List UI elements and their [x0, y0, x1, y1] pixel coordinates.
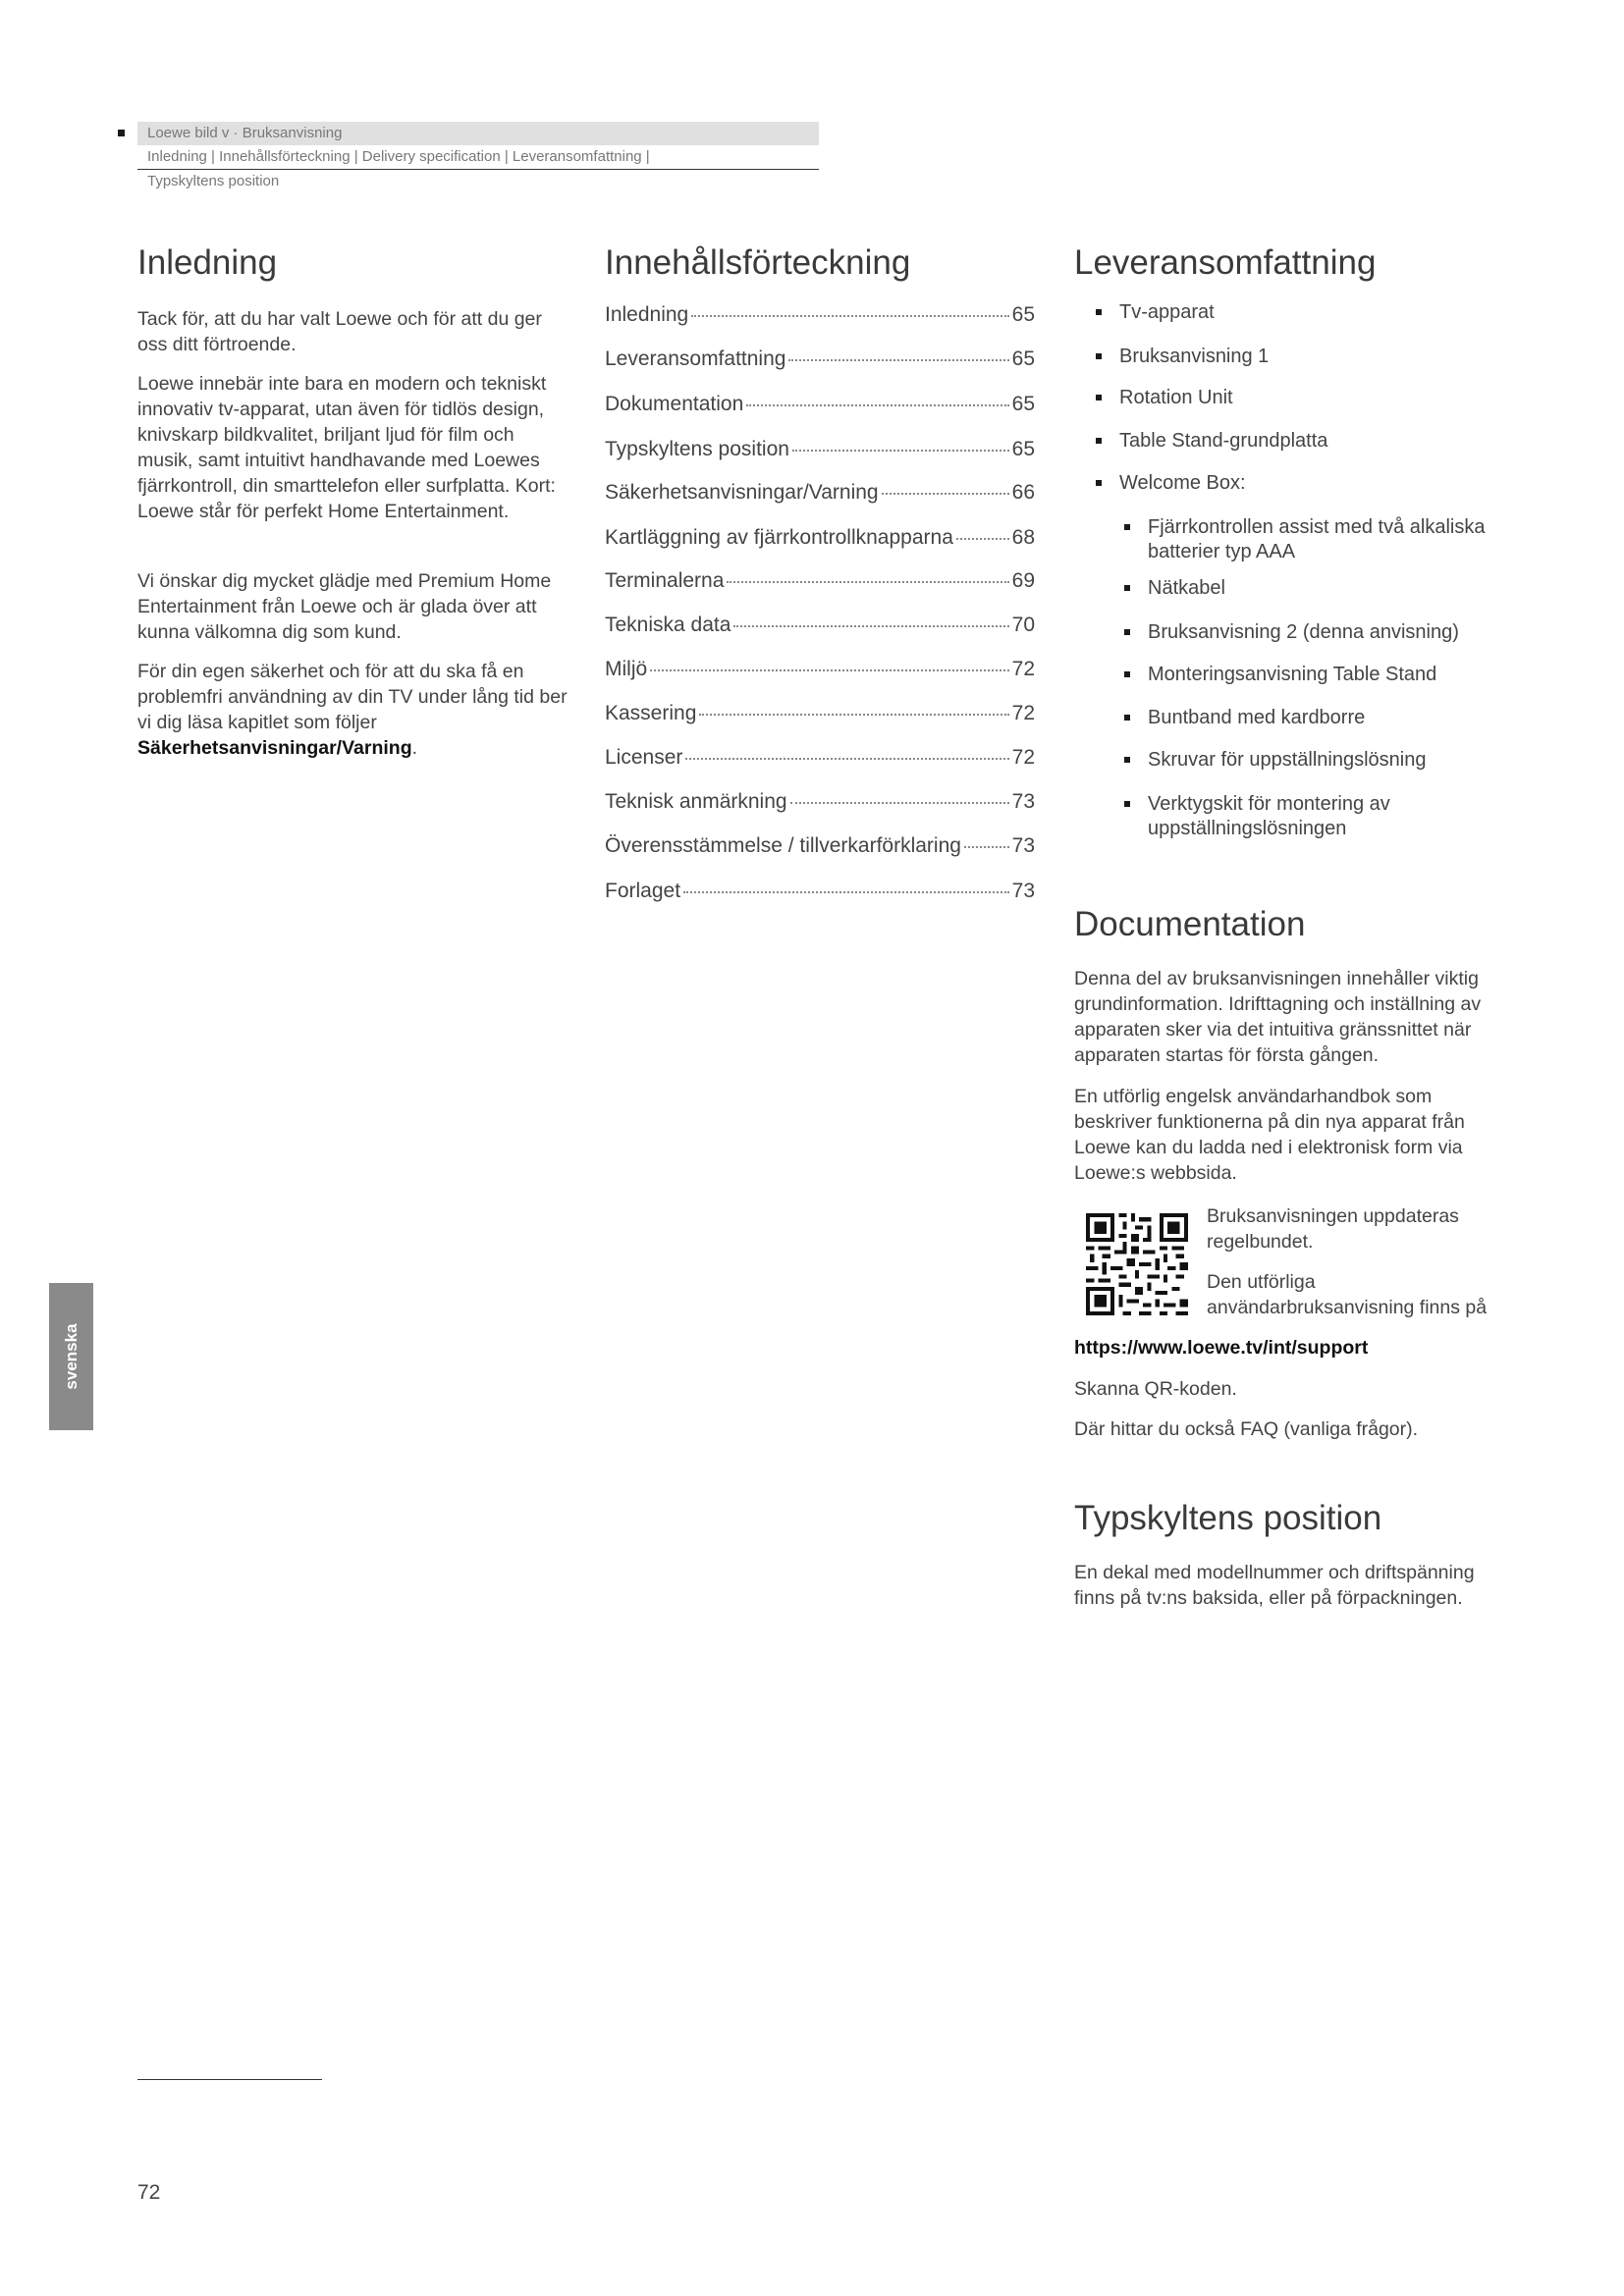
breadcrumb-sub[interactable]: Typskyltens position [147, 173, 280, 189]
header-rule [137, 169, 819, 170]
sub-list-item: Nätkabel [1148, 576, 1531, 601]
list-item: Table Stand-grundplatta [1119, 429, 1512, 454]
sub-list-item: Skruvar för uppställningslösning [1148, 748, 1531, 773]
inledning-p1: Tack för, att du har valt Loewe och för att du ger oss ditt förtroende. [137, 308, 542, 355]
toc-entry-terminalerna[interactable]: Terminalerna 69 [605, 569, 1035, 592]
safety-link[interactable]: Säkerhetsanvisningar/Varning [137, 737, 412, 759]
sub-list-item: Buntband med kardborre [1148, 706, 1531, 730]
inledning-p2: Loewe innebär inte bara en modern och tekniskt innovativ tv-apparat, utan även för tidlös design, knivskarp bildkvalitet, briljant ljud för film och musik, samt intuitivt handhavande med Loewes fjärrkontroll, din smarttelefon eller surfplatta. Kort: Loewe står för perfekt Home Entertainment. [137, 373, 556, 522]
toc-heading: Innehållsförteckning [605, 243, 911, 282]
sub-list-item: Fjärrkontrollen assist med två alkaliska batterier typ AAA [1148, 515, 1531, 564]
scan-text: Skanna QR-koden. [1074, 1378, 1237, 1400]
inledning-heading: Inledning [137, 243, 278, 282]
toc-entry-sakerhet[interactable]: Säkerhetsanvisningar/Varning 66 [605, 481, 1035, 504]
sub-list-item: Verktygskit för montering av uppställningslösningen [1148, 792, 1482, 841]
sub-list-item: Bruksanvisning 2 (denna anvisning) [1148, 620, 1531, 645]
header-bullet [118, 130, 125, 136]
faq-text: Där hittar du också FAQ (vanliga frågor). [1074, 1418, 1419, 1440]
toc-entry-kassering[interactable]: Kassering 72 [605, 702, 1035, 724]
language-tab-label: svenska [61, 1323, 81, 1390]
documentation-heading: Documentation [1074, 905, 1306, 943]
toc-entry-licenser[interactable]: Licenser 72 [605, 746, 1035, 769]
qr-text-2: Den utförliga användarbruksanvisning finns på [1207, 1271, 1488, 1318]
toc-entry-tekniska-data[interactable]: Tekniska data 70 [605, 614, 1035, 636]
documentation-p2: En utförlig engelsk användarhandbok som beskriver funktionerna på din nya apparat från Loewe kan du ladda ned i elektronisk form via Loewe:s webbsida. [1074, 1086, 1465, 1184]
footnote-rule [137, 2079, 322, 2080]
breadcrumb[interactable]: Inledning | Innehållsförteckning | Delivery specification | Leveransomfattning | [147, 148, 650, 165]
inledning-p3: Vi önskar dig mycket glädje med Premium Home Entertainment från Loewe och är glada över att kunna välkomna dig som kund. [137, 570, 552, 643]
typskylt-p1: En dekal med modellnummer och driftspänning finns på tv:ns baksida, eller på förpackningen. [1074, 1562, 1475, 1609]
list-item: Rotation Unit [1119, 386, 1512, 410]
toc-entry-typskylt[interactable]: Typskyltens position 65 [605, 438, 1035, 460]
header-title: Loewe bild v · Bruksanvisning [147, 125, 343, 141]
list-item: Welcome Box: [1119, 471, 1512, 496]
toc-entry-miljo[interactable]: Miljö 72 [605, 658, 1035, 680]
page-number: 72 [137, 2181, 161, 2204]
support-link[interactable]: https://www.loewe.tv/int/support [1074, 1337, 1369, 1359]
typskylt-heading: Typskyltens position [1074, 1499, 1382, 1537]
leverans-heading: Leveransomfattning [1074, 243, 1377, 282]
list-item: Bruksanvisning 1 [1119, 345, 1512, 369]
language-tab[interactable] [49, 1283, 93, 1430]
sub-list-item: Monteringsanvisning Table Stand [1148, 663, 1531, 687]
inledning-p4: För din egen säkerhet och för att du ska få en problemfri användning av din TV under lång tid ber vi dig läsa kapitlet som följer Säkerhetsanvisningar/Varning. [137, 661, 568, 759]
toc-entry-overensstammelse[interactable]: Överensstämmelse / tillverkarförklaring 73 [605, 834, 1035, 857]
qr-code-icon [1086, 1213, 1188, 1315]
toc-entry-teknisk-anmarkning[interactable]: Teknisk anmärkning 73 [605, 790, 1035, 813]
toc-entry-kartlaggning[interactable]: Kartläggning av fjärrkontrollknapparna 68 [605, 526, 1035, 549]
toc-entry-forlaget[interactable]: Forlaget 73 [605, 880, 1035, 902]
toc-entry-dokumentation[interactable]: Dokumentation 65 [605, 393, 1035, 415]
toc-entry-leveransomfattning[interactable]: Leveransomfattning 65 [605, 347, 1035, 370]
list-item: Tv-apparat [1119, 300, 1512, 325]
toc-entry-inledning[interactable]: Inledning 65 [605, 303, 1035, 326]
qr-text-1: Bruksanvisningen uppdateras regelbundet. [1207, 1205, 1459, 1253]
documentation-p1: Denna del av bruksanvisningen innehåller viktig grundinformation. Idrifttagning och inställning av apparaten sker via det intuitiva gränssnittet när apparaten startas för första gången. [1074, 968, 1482, 1066]
